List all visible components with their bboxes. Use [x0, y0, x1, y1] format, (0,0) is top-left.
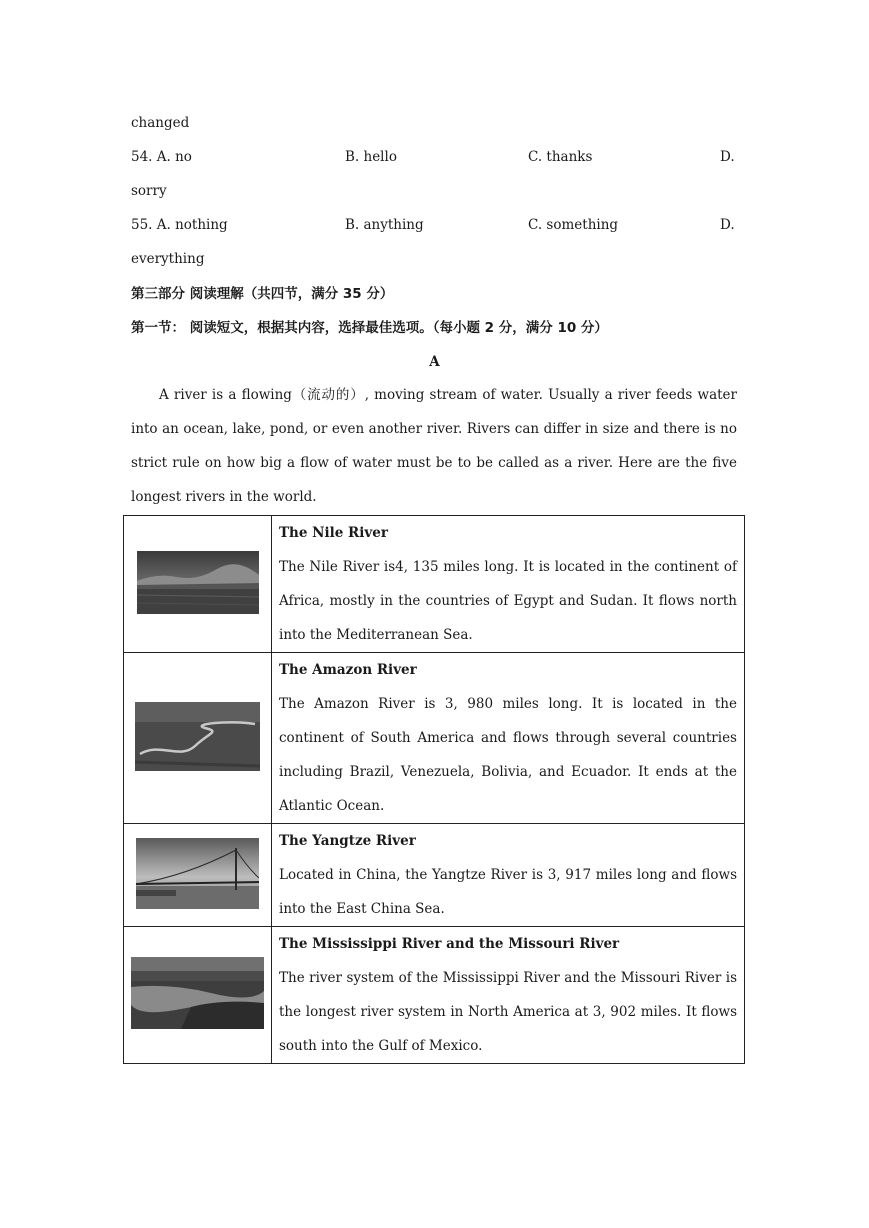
- part-three-heading: 第三部分 阅读理解（共四节，满分 35 分）: [131, 286, 394, 302]
- river-title: The Nile River: [279, 525, 388, 541]
- option-continued-text: changed: [131, 115, 190, 131]
- river-text-cell: [272, 653, 745, 824]
- river-photo-cell: [124, 824, 272, 927]
- river-description: The Nile River is4, 135 miles long. It is located in the continent of Africa, mostly in the countries of Egypt and Sudan. It flows north into the Mediterranean Sea.: [279, 559, 737, 643]
- nile-river-photo: [137, 551, 259, 614]
- river-description: Located in China, the Yangtze River is 3, 917 miles long and flows into the East China Sea.: [279, 867, 737, 917]
- river-photo-cell: [124, 927, 272, 1064]
- question-54-option-a: 54. A. no: [131, 149, 192, 165]
- rivers-table: [123, 515, 745, 1064]
- question-54-option-d: D.: [720, 149, 735, 165]
- river-title: The Yangtze River: [279, 833, 416, 849]
- question-55-option-d: D.: [720, 217, 735, 233]
- question-55-option-d-text: everything: [131, 251, 205, 267]
- river-description: The Amazon River is 3, 980 miles long. It is located in the continent of South America and flows through several countries including Brazil, Venezuela, Bolivia, and Ecuador. It ends at the Atlantic Ocean.: [279, 696, 737, 814]
- section-one-heading: 第一节： 阅读短文，根据其内容，选择最佳选项。（每小题 2 分，满分 10 分）: [131, 320, 608, 336]
- yangtze-river-photo: [136, 838, 259, 909]
- river-text-cell: [272, 516, 745, 653]
- question-54-option-c: C. thanks: [528, 149, 593, 165]
- question-54-option-d-text: sorry: [131, 183, 167, 199]
- river-text-cell: [272, 927, 745, 1064]
- passage-intro: [131, 378, 737, 514]
- mississippi-missouri-river-photo: [131, 957, 264, 1029]
- table-row: [124, 653, 745, 824]
- table-row: [124, 516, 745, 653]
- river-photo-cell: [124, 653, 272, 824]
- question-55-option-c: C. something: [528, 217, 619, 233]
- passage-intro-text: A river is a flowing（流动的）, moving stream of water. Usually a river feeds water into an ocean, lake, pond, or even another river. Rivers can differ in size and there is no strict rule on how big a flow of water must be to be called as a river. Here are the five longest rivers in the world.: [131, 387, 737, 505]
- amazon-river-photo: [135, 702, 260, 771]
- table-row: [124, 824, 745, 927]
- passage-label: A: [429, 354, 440, 370]
- river-text-cell: [272, 824, 745, 927]
- river-photo-cell: [124, 516, 272, 653]
- river-title: The Mississippi River and the Missouri River: [279, 936, 620, 952]
- river-description: The river system of the Mississippi River and the Missouri River is the longest river system in North America at 3, 902 miles. It flows south into the Gulf of Mexico.: [279, 970, 737, 1054]
- question-55-option-a: 55. A. nothing: [131, 217, 228, 233]
- question-55-option-b: B. anything: [345, 217, 424, 233]
- question-54-option-b: B. hello: [345, 149, 397, 165]
- river-title: The Amazon River: [279, 662, 417, 678]
- table-row: [124, 927, 745, 1064]
